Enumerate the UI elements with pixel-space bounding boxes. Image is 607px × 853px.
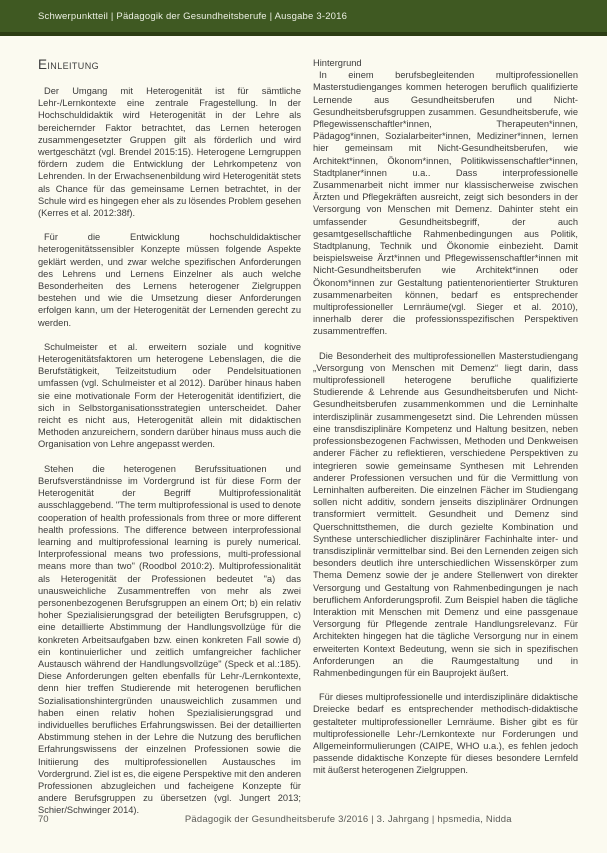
left-column xyxy=(38,57,301,829)
paragraph: Für die Entwicklung hochschuldidaktischer heterogenitätssensibler Konzepte müssen folgende Aspekte geklärt werden, und zwar welche spezifischen Anforderungen des Lehrens und Lernens Einzelner als auch welche Besonderheiten des Lernens heterogener Zielgruppen bestehen und wie die Umsetzung dieser Anforderungen erfolgen kann, um der Heterogenität der Lernenden gerecht zu werden. xyxy=(38,232,301,328)
paragraph: In einem berufsbegleitenden multiprofessionellen Masterstudienganges kommen heterogen beruflich qualifizierte Lernende aus Gesundheitsberufen und Nicht-Gesundheitsberufsgruppen zusammen. Gesundheitsberufe, wie Pflegewissenschaftler*innen, Therapeuten*innen, Pädagog*innen, Sozialarbeiter*innen, Mediziner*innen, lernen hier gemeinsam mit Nicht-Gesundheitsberufen, wie Architekt*innen, Ökonom*innen, Politikwissenschaftler*innen, Stadtplaner*innen u.a.. Dass interprofessionelle Zusammenarbeit nicht immer nur klassischerweise zwischen Ärzten und Pflegekräften ausreicht, zeigt sich besonders in der Versorgung von Menschen mit Demenz. Dahinter steht ein umfassender Gesundheitsbegriff, der auch gesamtgesellschaftliche Rahmenbedingungen aus Politik, Stadtplanung, Technik und Ökonomie einbezieht. Damit beispielsweise Ärzt*innen und Pflegewissenschaftler*innen mit Nicht-Gesundheitsberufen wie Architekt*innen oder Ökonom*innen zur Gestaltung patientenorientierter Strukturen zusammenarbeiten können, bedarf es entsprechender multiprofessioneller Lernräume(vgl. Sieger et al. 2010), innerhalb derer die professionsspezifischen Perspektiven zusammentreffen. xyxy=(313,70,578,337)
section-heading-einleitung: Einleitung xyxy=(38,57,100,72)
article-body xyxy=(0,36,607,829)
paragraph: Für dieses multiprofessionelle und interdisziplinäre didaktische Dreiecke bedarf es entsprechender methodisch-didaktische gestalteter multiprofessioneller Lernräume. Bisher gibt es für multiprofessionelle Lehr-/Lernkontexte nur Forderungen und Allgemeinformulierungen (CAIPE, WHO u.a.), es fehlen jedoch passende didaktische Konzepte für dieses besondere Lernfeld mit äußerst heterogenen Zielgruppen. xyxy=(313,692,578,776)
paragraph: Stehen die heterogenen Berufssituationen und Berufsverständnisse im Vordergrund ist für diese Form der Heterogenität der Begriff Multiprofessionalität ausschlaggebend. "The term multiprofessional is used to denote cooperation of health professionals from three or more different health professions. The difference between interprofessional learning and multiprofessional learning is purely numerical. Interprofessional means two professions, multi-professional means more than two" (Roodbol 2010:2). Multiprofessionalität als Heterogenität der Professionen bedeutet "a) das unausweichliche Zusammentreffen von mehr als zwei personenbezogenen Berufsgruppen an einem Ort; b) ein relativ hoher Spezialisierungsgrad der beteiligten Berufsgruppen, c) eine detaillierte Abstimmung der Handlungsvollzüge für die konkreten Arbeitsaufgaben bzw. einen konkreten Fall sowie d) ein kontinuierlicher und zeitlich umfangreicher fachlicher Austausch während der Handlungsvollzüge" (Speck et al.:185). Diese Anforderungen gelten ebenfalls für Lehr-/Lernkontexte, denn hier treffen Studierende mit heterogenen beruflichen Sozialisationshintergründen unausweichlich zusammen und haben einen relativ hohen Spezialisierungsgrad und individuelles berufliches Erfahrungswissen. Bei der detaillierten Abstimmung stehen in der Lehre die Nutzung des beruflichen Erfahrungswissens der einzelnen Professionen sowie die Initiierung des multiprofessionellen Austausches im Vordergrund. Ziel ist es, die eigene Perspektive mit den anderen Professionen abzugleichen und facheigene Konzepte für andere Berufsgruppen zu übersetzen (vgl. Jungert 2013; Schier/Schwinger 2014). xyxy=(38,463,301,816)
footer-journal-line: Pädagogik der Gesundheitsberufe 3/2016 | 3. Jahrgang | hpsmedia, Nidda xyxy=(184,814,512,825)
paragraph: Schulmeister et al. erweitern soziale und kognitive Heterogenitätsfaktoren um heterogene Lebenslagen, die die Berufstätigkeit, Teilzeitstudium oder Pendelsituationen umfassen (vgl. Schulmeister et al 2012). Darüber hinaus haben sie eine motivationale Form der Heterogenität identifiziert, die sich in Selbstorganisationsstrategien unterscheidet. Daher reicht es nicht aus, Heterogenität allein mit didaktischen Methoden anzureichern, sondern darüber hinaus muss auch die Organisation von Lehre angepasst werden. xyxy=(38,341,301,450)
running-head: Schwerpunktteil | Pädagogik der Gesundheitsberufe | Ausgabe 3-2016 xyxy=(38,10,348,22)
paragraph: Die Besonderheit des multiprofessionellen Masterstudiengang „Versorgung von Menschen mit Demenz“ liegt darin, dass multiprofessionell heterogene berufliche qualifizierte Studierende & Lehrende aus Gesundheitsberufen und Nicht-Gesundheitsberufen zusammenkommen und die Lerninhalte interdisziplinär zusammengesetzt sind. Die Lehrenden müssen eine transdisziplinäre Kompetenz und Haltung besitzen, neben professionsbezogenen Fachwissen, Methoden und Denkweisen anderer Fächer zu reflektieren, verschiedene Perspektiven zu integrieren sowie gemeinsame Synthesen mit Lehrenden anderer Professionen versuchen und für die Vermittlung von Lerninhalten aufbereiten. Die einzelnen Fächer im Studiengang sollen nicht additiv, sondern jenseits disziplinärer Ordnungen transformiert vermittelt. Gesundheit und Demenz sind Querschnittsthemen, die durch gezielte Kombination und Synthese unterschiedlicher disziplinärer Fachinhalte inter- und transdisziplinär vermittelbar sind. Bei den Lernenden zeigen sich besonders deutlich ihre unterschiedlichen Wissenskörper zum Thema Demenz sowie der je andere Stellenwert von direkter Versorgung und Gestaltung von Rahmenbedingungen je nach beruflichem Anforderungsprofil. Zum Beispiel haben die tägliche Interaktion mit Menschen mit Demenz und eine passgenaue Versorgung für Pflegende zentrale Handlungsrelevanz. Für Architekten hingegen hat die tägliche Versorgung nur in einem erweiterten Kontext Bedeutung, wenn sie sich in spezifischen Anforderungen an die Raumgestaltung und in Rahmenbedingungen für ein Bauprojekt äußert. xyxy=(313,350,578,678)
sub-heading-hintergrund: Hintergrund xyxy=(313,58,362,68)
page-footer xyxy=(38,814,578,825)
right-column xyxy=(313,57,578,829)
paragraph: Der Umgang mit Heterogenität ist für sämtliche Lehr-/Lernkontexte eine zentrale Fragestellung. In der Hochschuldidaktik wird Heterogenität in der Lehre als bereichernder Faktor betrachtet, das Lernen heterogen zusammengesetzter Gruppen gilt als förderlich und wird wertgeschätzt (vgl. Brendel 2015:15). Heterogene Lerngruppen fördern zudem die Entwicklung der Lehrkompetenz von Lehrenden. In der Erwachsenenbildung wird Heterogenität stets als Chance für das gemeinsame Lernen betrachtet, in der Schule wird es hingegen eher als zu lösendes Problem gesehen (Kerres et al. 2012:38f). xyxy=(38,86,301,219)
page-number: 70 xyxy=(38,814,49,825)
page-header-bar xyxy=(0,0,607,32)
